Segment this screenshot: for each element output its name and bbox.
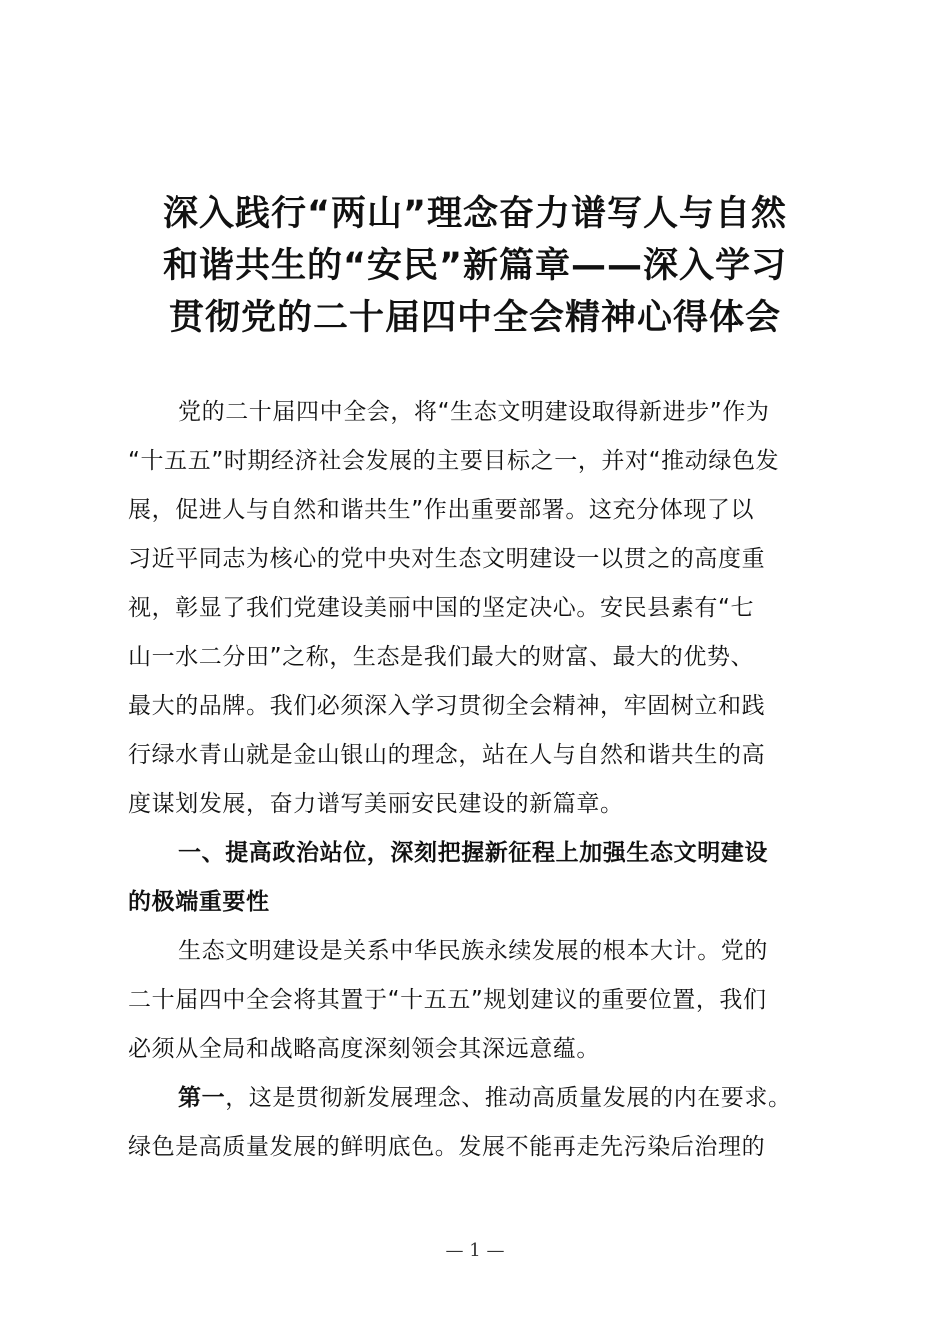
text-line: “十五五”时期经济社会发展的主要目标之一，并对“推动绿色发 (128, 448, 780, 474)
text-line: 展，促进人与自然和谐共生”作出重要部署。这充分体现了以 (128, 497, 755, 523)
text-line: 生态文明建设是关系中华民族永续发展的根本大计。党的 (178, 938, 768, 964)
point-lead: 第一 (178, 1085, 226, 1111)
text-line: 必须从全局和战略高度深刻领会其深远意蕴。 (128, 1036, 600, 1062)
text-line (128, 1074, 828, 1123)
text-line: 最大的品牌。我们必须深入学习贯彻全会精神，牢固树立和践 (128, 693, 766, 719)
text-line: 党的二十届四中全会，将“生态文明建设取得新进步”作为 (178, 399, 770, 425)
document-title (100, 188, 850, 344)
text-line: 视，彰显了我们党建设美丽中国的坚定决心。安民县素有“七 (128, 595, 755, 621)
heading-line: 的极端重要性 (128, 889, 270, 915)
paragraph-first-point (128, 1074, 828, 1172)
section-heading-1 (128, 829, 828, 927)
title-line-2: 和谐共生的“安民”新篇章——深入学习 (162, 246, 787, 286)
text-line: 绿色是高质量发展的鲜明底色。发展不能再走先污染后治理的 (128, 1134, 766, 1160)
document-body (128, 388, 828, 1172)
text-line: 二十届四中全会将其置于“十五五”规划建议的重要位置，我们 (128, 987, 767, 1013)
point-text: ，这是贯彻新发展理念、推动高质量发展的内在要求。 (225, 1085, 792, 1111)
title-line-3: 贯彻党的二十届四中全会精神心得体会 (168, 298, 781, 338)
page-number: — 1 — (445, 1240, 505, 1261)
title-line-1: 深入践行“两山”理念奋力谱写人与自然 (162, 194, 787, 234)
text-line: 山一水二分田”之称，生态是我们最大的财富、最大的优势、 (128, 644, 755, 670)
paragraph-section-1 (128, 927, 828, 1074)
paragraph-intro (128, 388, 828, 829)
text-line: 习近平同志为核心的党中央对生态文明建设一以贯之的高度重 (128, 546, 766, 572)
heading-line: 一、提高政治站位，深刻把握新征程上加强生态文明建设 (178, 840, 768, 866)
text-line: 度谋划发展，奋力谱写美丽安民建设的新篇章。 (128, 791, 624, 817)
text-line: 行绿水青山就是金山银山的理念，站在人与自然和谐共生的高 (128, 742, 766, 768)
